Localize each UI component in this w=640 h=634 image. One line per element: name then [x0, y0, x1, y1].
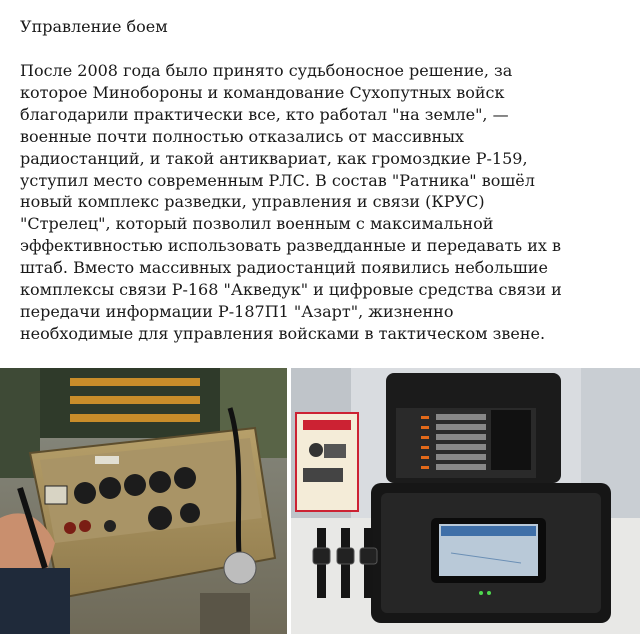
paragraph-line: новый комплекс разведки, управления и связи (КРУС)	[20, 192, 485, 212]
paragraph-line: эффективностью использовать разведданные и передавать их в	[20, 236, 561, 256]
paragraph-line: штаб. Вместо массивных радиостанций появились небольшие	[20, 258, 548, 278]
paragraph-line: "Стрелец", который позволил военным с максимальной	[20, 214, 494, 234]
photo-old-radio-station	[0, 368, 287, 634]
paragraph-line: После 2008 года было принято судьбоносное решение, за	[20, 61, 513, 80]
paragraph-line: уступил место современным РЛС. В состав "Ратника" вошёл	[20, 170, 535, 190]
strelets-case-illustration	[291, 368, 640, 634]
article-heading: Управление боем	[20, 17, 168, 36]
paragraph-line: благодарили практически все, кто работал "на земле", —	[20, 104, 509, 124]
paragraph-line: которое Минобороны и командование Сухопутных войск	[20, 82, 505, 102]
paragraph-line: передачи информации Р-187П1 "Азарт", жизненно	[20, 301, 454, 321]
photo-strelets-complex	[291, 368, 640, 634]
paragraph-line: необходимые для управления войсками в тактическом звене.	[20, 323, 546, 343]
radio-station-illustration	[0, 368, 287, 634]
article-paragraph	[20, 60, 620, 345]
paragraph-line: военные почти полностью отказались от массивных	[20, 126, 464, 146]
paragraph-line: комплексы связи Р-168 "Акведук" и цифровые средства связи и	[20, 280, 562, 300]
paragraph-line: радиостанций, и такой антиквариат, как громоздкие Р-159,	[20, 148, 528, 168]
